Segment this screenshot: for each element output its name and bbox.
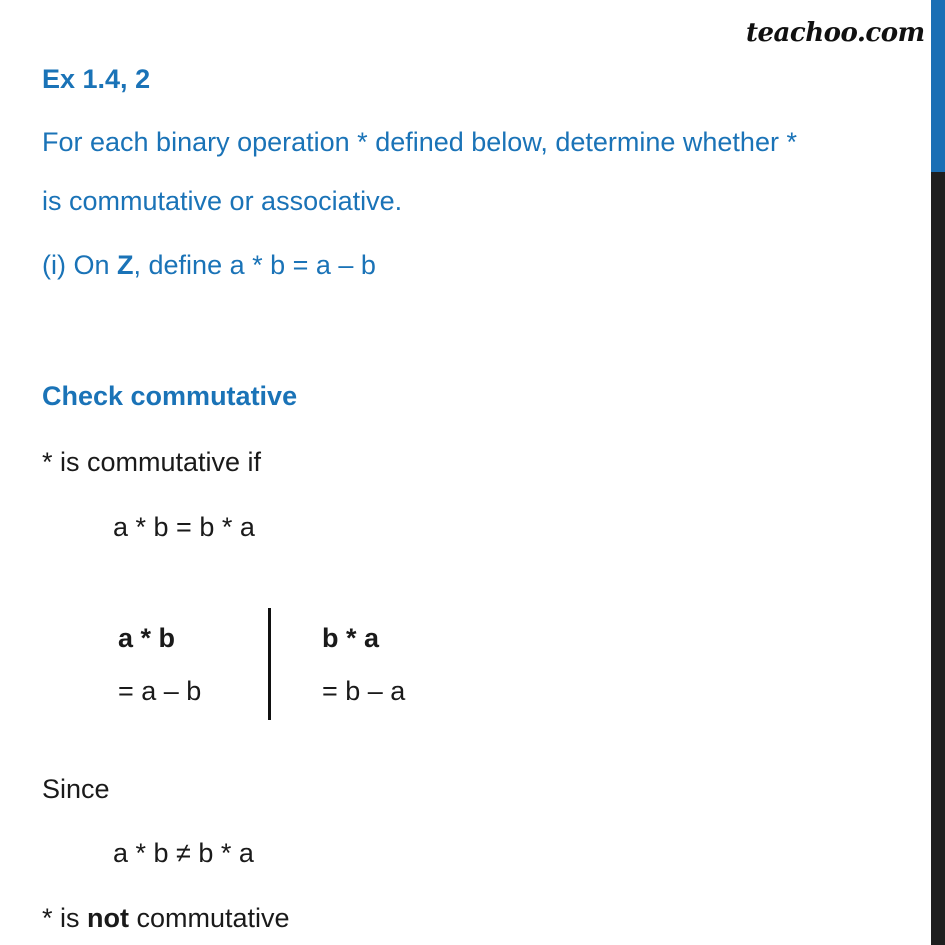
part-prefix: (i) On: [42, 250, 118, 280]
condition-equation: a * b = b * a: [113, 512, 255, 542]
since-label: Since: [42, 774, 110, 804]
conclusion: [42, 903, 290, 934]
condition-intro: * is commutative if: [42, 447, 262, 477]
vertical-scrollbar[interactable]: [931, 0, 945, 945]
left-column-value: = a – b: [118, 676, 202, 706]
conclusion-prefix: * is: [42, 903, 88, 933]
right-column-value: = b – a: [322, 676, 406, 706]
conclusion-suffix: commutative: [129, 903, 290, 933]
left-column-header: a * b: [118, 623, 176, 653]
conclusion-bold: not: [87, 903, 129, 933]
question-line-2: is commutative or associative.: [42, 186, 403, 216]
exercise-title: Ex 1.4, 2: [42, 64, 151, 94]
right-column-header: b * a: [322, 623, 380, 653]
question-part-i: [42, 250, 376, 281]
teachoo-logo: teachoo.com: [746, 18, 925, 48]
column-divider: [268, 608, 271, 720]
question-line-1: For each binary operation * defined below, determine whether *: [42, 127, 797, 157]
scrollbar-thumb[interactable]: [931, 0, 945, 172]
part-suffix: , define a * b = a – b: [133, 250, 376, 280]
since-equation: a * b ≠ b * a: [113, 838, 254, 868]
part-set: Z: [117, 250, 134, 280]
section-heading: Check commutative: [42, 381, 298, 411]
